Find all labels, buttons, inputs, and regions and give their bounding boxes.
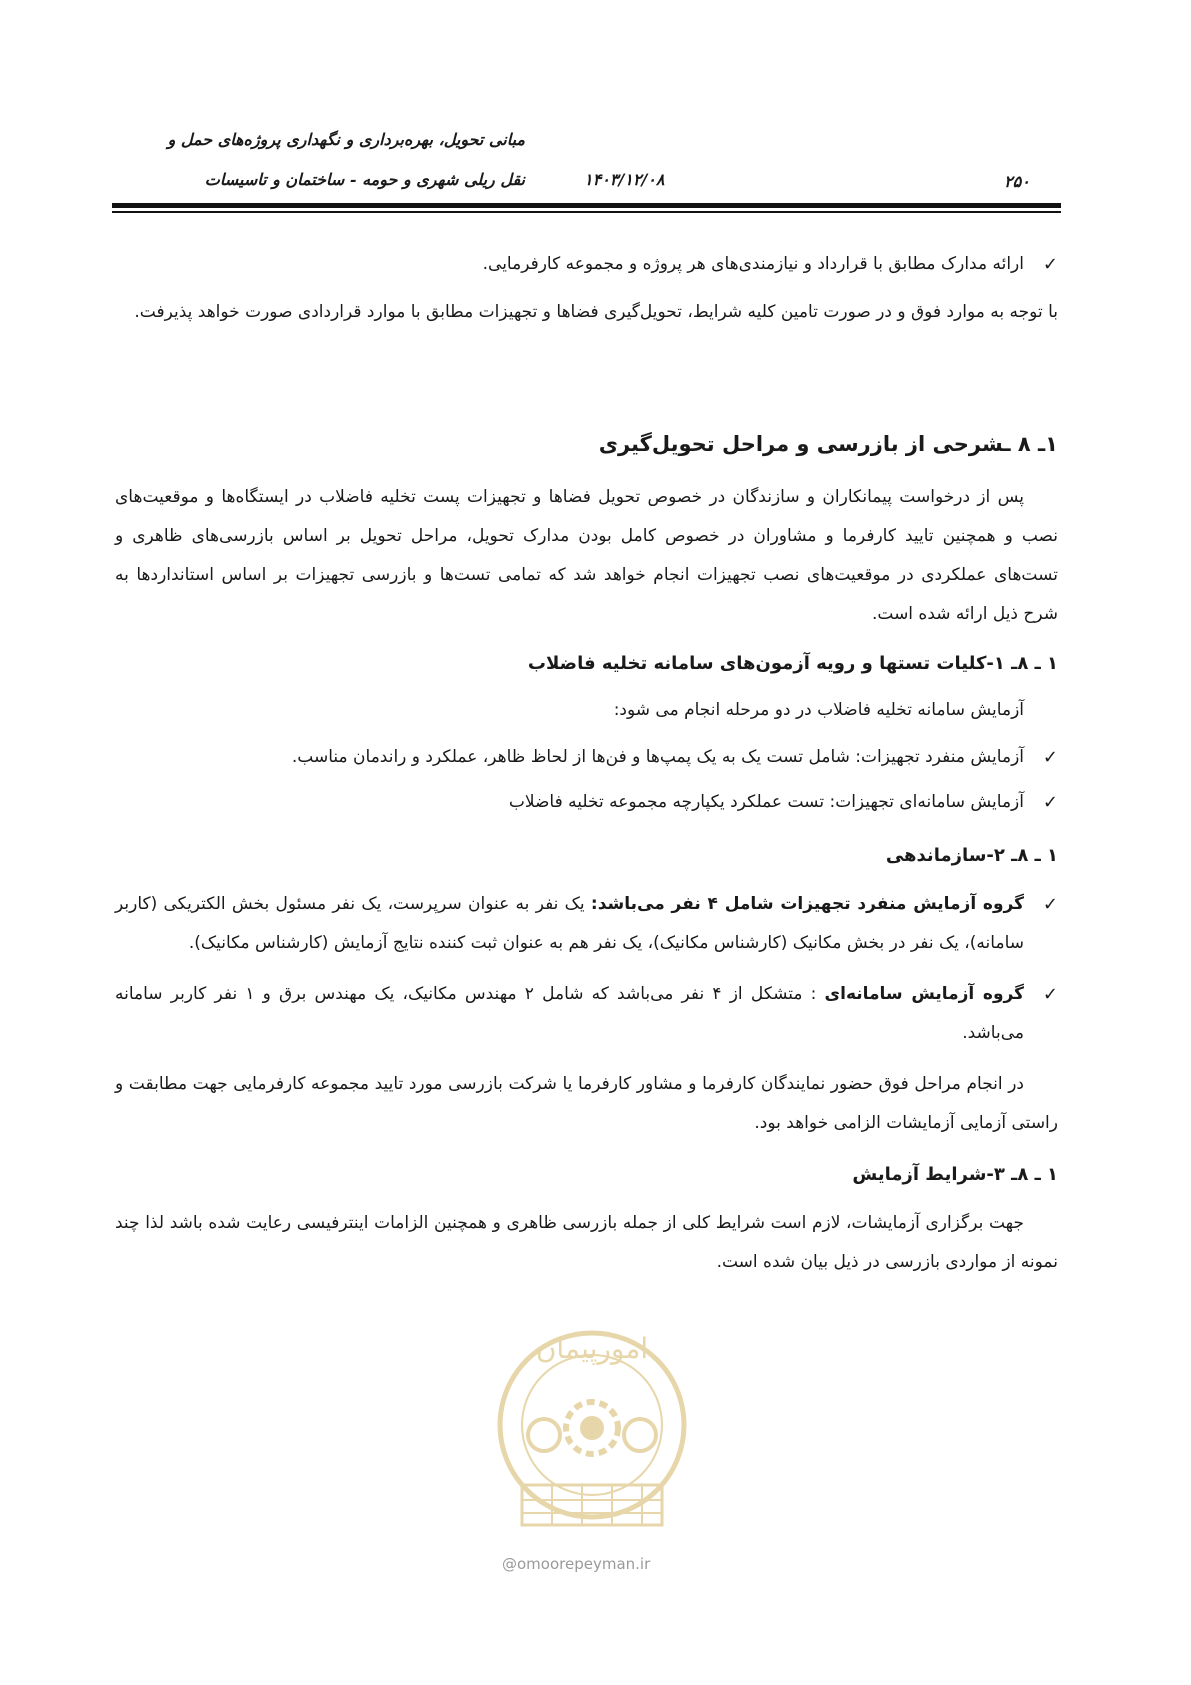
paragraph-conclusion: با توجه به موارد فوق و در صورت تامین کلیه شرایط، تحویل‌گیری فضاها و تجهیزات مطابق با موارد قراردادی صورت خواهد پذیرفت. <box>134 302 1058 322</box>
bullet-text: ارائه مدارک مطابق با قرارداد و نیازمندی‌های هر پروژه و مجموعه کارفرمایی. <box>482 254 1024 274</box>
check-icon: ✓ <box>1042 894 1058 915</box>
bullet-text: : متشکل از ۴ نفر می‌باشد که شامل ۲ مهندس مکانیک، یک مهندس برق و ۱ نفر کاربر سامانه می‌باشد. <box>115 984 1024 1043</box>
check-icon: ✓ <box>1042 984 1058 1005</box>
document-body <box>115 245 1058 1282</box>
watermark-url: @omoorepeyman.ir <box>502 1555 651 1573</box>
bullet-item <box>115 975 1058 1053</box>
subsection-heading-2: ۱ ـ ۸ـ ۲-سازماندهی <box>885 845 1058 866</box>
bullet-item <box>115 783 1058 822</box>
watermark-text: امورپیمان <box>535 1332 649 1365</box>
bullet-text: آزمایش منفرد تجهیزات: شامل تست یک به یک پمپ‌ها و فن‌ها از لحاظ ظاهر، عملکرد و راندمان مناسب. <box>291 747 1024 767</box>
subsection-heading-3: ۱ ـ ۸ـ ۳-شرایط آزمایش <box>852 1164 1058 1185</box>
page-number: ۲۵۰ <box>1004 172 1030 191</box>
header-title-line1: مبانی تحویل، بهره‌برداری و نگهداری پروژه‌های حمل و <box>167 130 525 149</box>
bullet-text: یک نفر به عنوان سرپرست، یک نفر مسئول بخش الکتریکی (کاربر سامانه)، یک نفر در بخش مکانیک (کارشناس مکانیک)، یک نفر هم به عنوان ثبت کننده نتایج آزمایش (کارشناس مکانیک). <box>115 894 1024 953</box>
bullet-item <box>115 245 1058 284</box>
check-icon: ✓ <box>1042 254 1058 275</box>
watermark-seal <box>492 1310 692 1570</box>
paragraph-sub-3: جهت برگزاری آزمایشات، لازم است شرایط کلی از جمله بازرسی ظاهری و همچنین الزامات اینترفیسی رعایت شده باشد لذا چند نمونه از مواردی بازرسی در ذیل بیان شده است. <box>115 1213 1058 1272</box>
bullet-item <box>115 738 1058 777</box>
paragraph-sub-1-intro: آزمایش سامانه تخلیه فاضلاب در دو مرحله انجام می شود: <box>613 700 1024 720</box>
section-heading-1-8: ۱ـ ۸ ـشرحی از بازرسی و مراحل تحویل‌گیری <box>598 432 1058 456</box>
check-icon: ✓ <box>1042 792 1058 813</box>
bullet-item <box>115 885 1058 963</box>
bullet-text: آزمایش سامانه‌ای تجهیزات: تست عملکرد یکپارچه مجموعه تخلیه فاضلاب <box>508 792 1024 812</box>
subsection-heading-1: ۱ ـ ۸ـ ۱-کلیات تستها و رویه آزمون‌های سامانه تخلیه فاضلاب <box>527 653 1058 674</box>
paragraph-sub-2-closing: در انجام مراحل فوق حضور نمایندگان کارفرما و مشاور کارفرما یا شرکت بازرسی مورد تایید مجموعه کارفرمایی جهت مطابقت و راستی آزمایی آزمایشات الزامی خواهد بود. <box>115 1074 1058 1133</box>
paragraph-section-1-8: پس از درخواست پیمانکاران و سازندگان در خصوص تحویل فضاها و تجهیزات پست تخلیه فاضلاب در ایستگاه‌ها و موقعیت‌های نصب و همچنین تایید کارفرما و مشاوران در خصوص کامل بودن مدارک تحویل، مراحل تحویل بر اساس بازرسی‌های ظاهری و تست‌های عملکردی در موقعیت‌های نصب تجهیزات انجام خواهد شد که تمامی تست‌ها و بازرسی تجهیزات بر اساس استانداردها به شرح ذیل ارائه شده است. <box>115 487 1058 624</box>
header-rule-thin <box>112 211 1061 213</box>
bullet-bold-lead: گروه آزمایش منفرد تجهیزات شامل ۴ نفر می‌باشد: <box>590 894 1025 914</box>
header-title-line2: نقل ریلی شهری و حومه - ساختمان و تاسیسات <box>204 170 525 189</box>
header-date: ۱۴۰۳/۱۲/۰۸ <box>584 170 665 189</box>
bullet-bold-lead: گروه آزمایش سامانه‌ای <box>824 984 1024 1004</box>
header-rule-thick <box>112 203 1061 208</box>
check-icon: ✓ <box>1042 747 1058 768</box>
